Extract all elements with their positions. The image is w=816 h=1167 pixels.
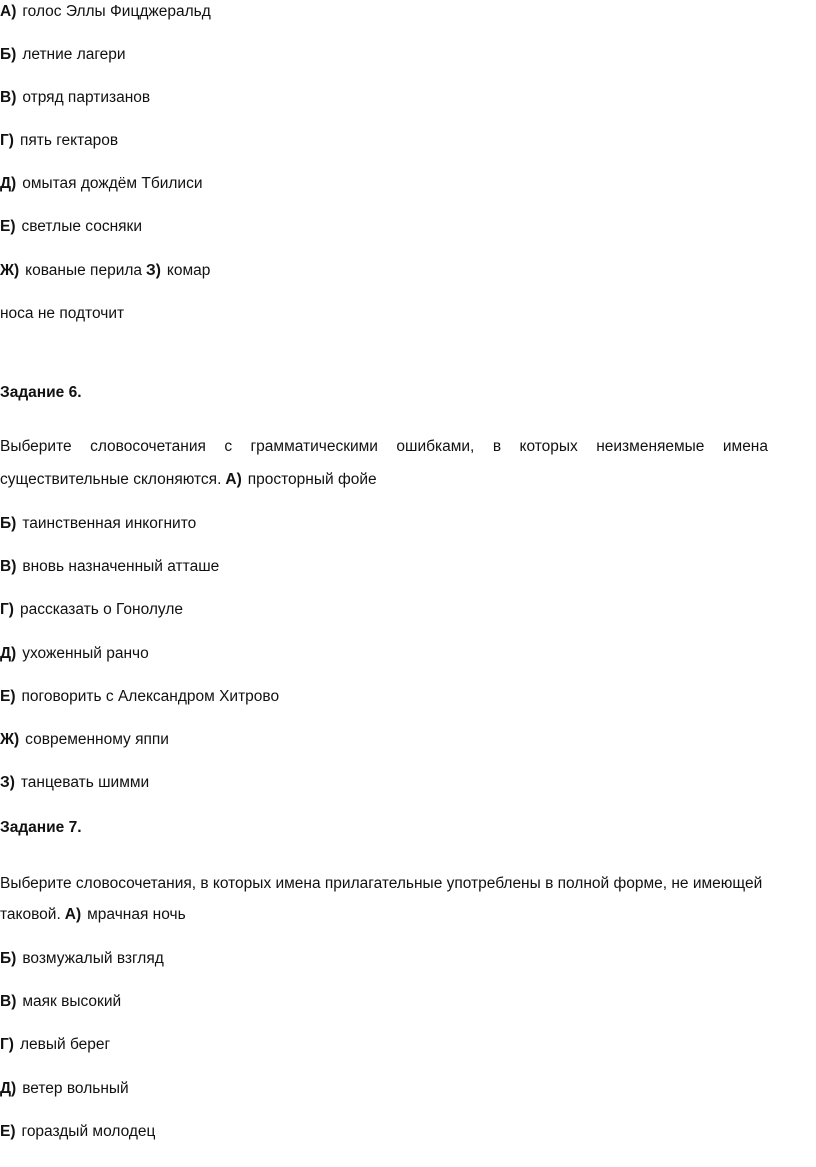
item-text: поговорить с Александром Хитрово: [21, 688, 280, 705]
item-text: вновь назначенный атташе: [22, 558, 220, 575]
list-item: [0, 600, 183, 620]
item-text: отряд партизанов: [22, 89, 151, 106]
item-text: таинственная инкогнито: [22, 515, 197, 532]
task-7-prompt-line2: [0, 905, 186, 925]
list-item: [0, 217, 142, 237]
item-text: левый берег: [19, 1036, 111, 1053]
list-item: [0, 174, 202, 194]
item-label: Е): [0, 1123, 16, 1140]
list-item: [0, 949, 164, 969]
item-text: комар: [166, 262, 211, 279]
item-label: А): [225, 471, 242, 488]
item-label: В): [0, 89, 17, 106]
prompt-word: которых: [519, 438, 578, 455]
item-text: ветер вольный: [22, 1080, 129, 1097]
item-text: голос Эллы Фицджеральд: [22, 3, 211, 20]
item-label: Г): [0, 601, 14, 618]
item-label: Ж): [0, 262, 20, 279]
prompt-word: ошибками,: [396, 438, 475, 455]
task-6-prompt-line1: [0, 437, 768, 457]
item-text: танцевать шимми: [20, 774, 150, 791]
item-label: Г): [0, 1036, 14, 1053]
list-item: [0, 2, 211, 22]
item-text: кованые перила: [25, 262, 143, 279]
task-6-prompt-line2: [0, 470, 377, 490]
prompt-word: словосочетания: [90, 438, 206, 455]
item-text: возмужалый взгляд: [22, 950, 164, 967]
item-label: Д): [0, 645, 17, 662]
item-label: Е): [0, 688, 16, 705]
list-item: [0, 644, 149, 664]
task-6-title: Задание 6.: [0, 384, 82, 401]
item-text: гораздый молодец: [21, 1123, 156, 1140]
list-item: [0, 88, 150, 108]
list-item: [0, 1079, 129, 1099]
prompt-word: неизменяемые: [596, 438, 705, 455]
item-text: омытая дождём Тбилиси: [22, 175, 203, 192]
item-text: ухоженный ранчо: [22, 645, 149, 662]
list-item: [0, 1122, 155, 1142]
list-item: [0, 261, 210, 281]
item-label: З): [0, 774, 15, 791]
list-item: [0, 131, 118, 151]
prompt-text: таковой.: [0, 906, 61, 923]
item-label: А): [64, 906, 82, 923]
prompt-word: Выберите: [0, 438, 72, 455]
item-text: пять гектаров: [19, 132, 119, 149]
list-item: [0, 730, 169, 750]
list-item: [0, 992, 121, 1012]
list-item: [0, 514, 196, 534]
item-label: Б): [0, 46, 17, 63]
list-item: [0, 1035, 110, 1055]
list-item: [0, 45, 126, 65]
prompt-word: в: [492, 438, 502, 455]
item-text: мрачная ночь: [87, 906, 186, 923]
item-label: А): [0, 3, 17, 20]
item-label: Д): [0, 175, 17, 192]
item-text: современному яппи: [25, 731, 169, 748]
prompt-word: имена: [722, 438, 768, 455]
item-label: Г): [0, 132, 14, 149]
task-7-title: Задание 7.: [0, 819, 82, 836]
item-label: Е): [0, 218, 16, 235]
item-label: В): [0, 558, 17, 575]
item-text: просторный фойе: [247, 471, 377, 488]
item-text: маяк высокий: [22, 993, 122, 1010]
item-label: Д): [0, 1080, 17, 1097]
prompt-text: существительные склоняются.: [0, 471, 222, 488]
item-label: Б): [0, 515, 17, 532]
item-label: З): [146, 262, 161, 279]
prompt-word: с: [224, 438, 233, 455]
item-text: светлые сосняки: [21, 218, 142, 235]
item-continuation: носа не подточит: [0, 305, 125, 322]
item-label: В): [0, 993, 17, 1010]
item-text: летние лагери: [22, 46, 126, 63]
list-item: [0, 687, 279, 707]
list-item: [0, 773, 149, 793]
item-label: Ж): [0, 731, 20, 748]
prompt-word: грамматическими: [250, 438, 378, 455]
item-label: Б): [0, 950, 17, 967]
list-item: [0, 557, 219, 577]
task-7-prompt-line1: Выберите словосочетания, в которых имена прилагательные употреблены в полной форме, не имеющей: [0, 875, 763, 892]
item-text: рассказать о Гонолуле: [19, 601, 183, 618]
